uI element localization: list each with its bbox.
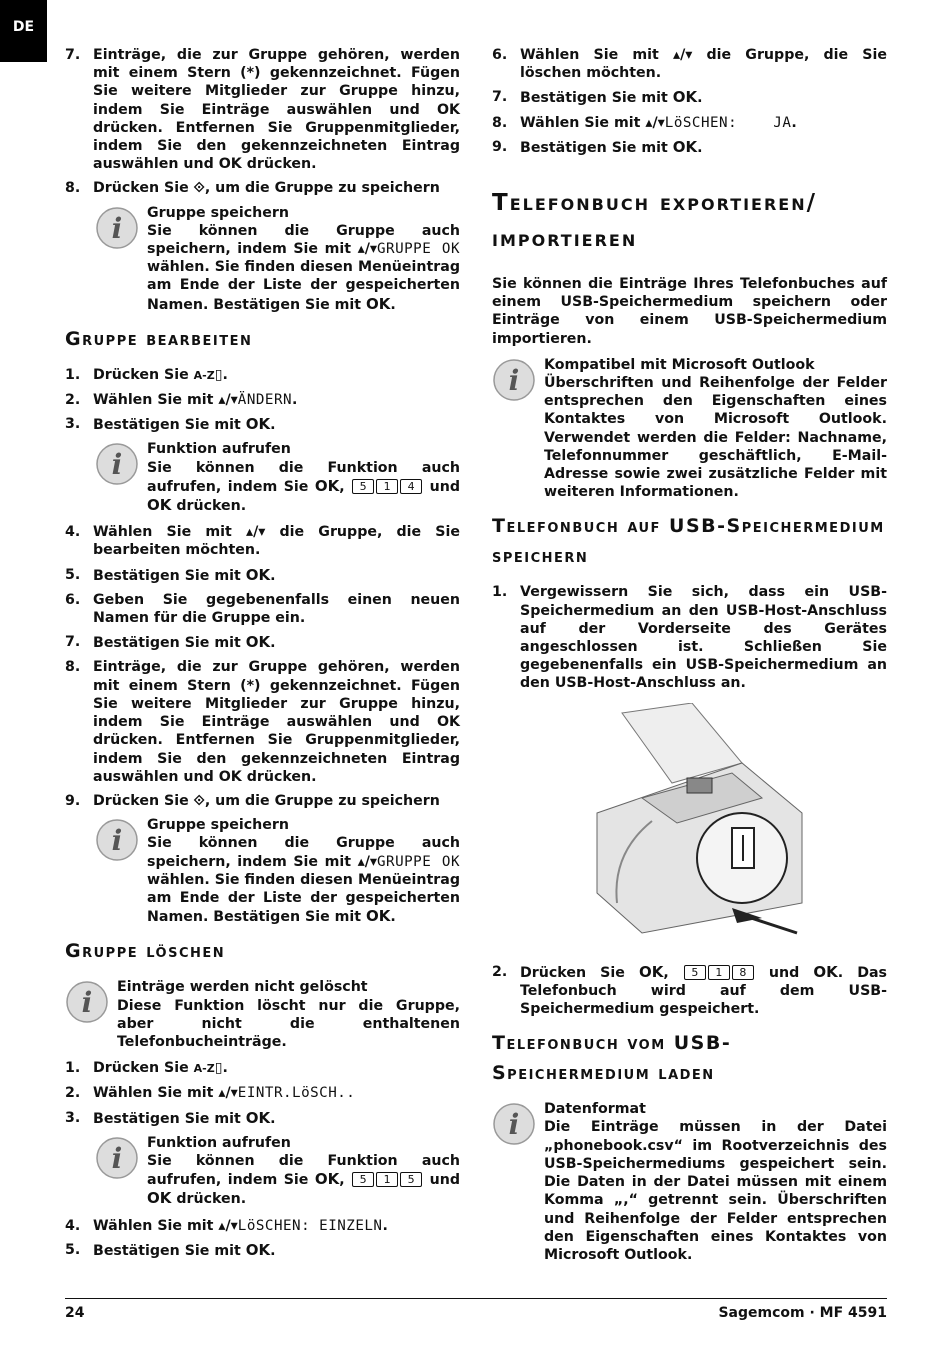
info-note: i Funktion aufrufen Sie können die Funktion auch aufrufen, indem Sie OK, 5 1 5 und OK drücken. bbox=[95, 1134, 460, 1209]
step-9: 9. Drücken Sie ⟐, um die Gruppe zu speichern bbox=[65, 792, 440, 809]
step-8: 8. Einträge, die zur Gruppe gehören, werden mit einem Stern (*) gekennzeichnet. Fügen Sie weitere Mitglieder zur Gruppe hinzu, indem Sie Einträge auswählen und OK drücken. Entfernen Sie Gruppenmitglieder, indem Sie den gekennzeichneten Eintrag auswählen und OK drücken. bbox=[65, 659, 460, 785]
page-number: 24 bbox=[65, 1305, 85, 1321]
step-5: 5. Bestätigen Sie mit OK. bbox=[65, 1240, 276, 1259]
intro-paragraph: Sie können die Einträge Ihres Telefonbuches auf einem USB-Speichermedium speichern oder Einträge von einem USB-Speichermedium importieren. bbox=[492, 276, 887, 347]
step-2: 2. Drücken Sie OK, 5 1 8 und OK. Das Telefonbuch wird auf dem USB-Speichermedium gespeichert. bbox=[492, 962, 888, 1018]
step-6: 6. Wählen Sie mit ▴/▾ die Gruppe, die Sie löschen möchten. bbox=[492, 47, 887, 82]
heading-gruppe-bearbeiten: Gruppe bearbeiten bbox=[65, 327, 253, 350]
step-8: 8. Wählen Sie mit ▴/▾LöSCHEN: JA. bbox=[492, 114, 797, 131]
step-1: 1. Drücken Sie A-Z▯. bbox=[65, 1060, 228, 1077]
footer-brand: Sagemcom · MF 4591 bbox=[718, 1305, 887, 1321]
info-note: i Datenformat Die Einträge müssen in der Datei „phonebook.csv“ im Rootverzeichnis des USB-Speichermediums gespeichert sein. Die Daten in der Datei müssen mit einem Komma „,“ getrennt sein. Überschriften und Reihenfolge der Felder entsprechen den Eigenschaften eines Kontaktes von Microsoft Outlook. bbox=[492, 1100, 887, 1264]
step-6: 6. Geben Sie gegebenenfalls einen neuen Namen für die Gruppe ein. bbox=[65, 591, 460, 627]
step-1: 1. Vergewissern Sie sich, dass ein USB-Speichermedium an den USB-Host-Anschluss auf der Vorderseite des Gerätes angeschlossen ist. Schließen Sie gegebenenfalls ein USB-Speichermedium an den USB-Host-Anschluss an. bbox=[492, 584, 887, 692]
step-2: 2. Wählen Sie mit ▴/▾EINTR.LöSCH.. bbox=[65, 1085, 356, 1102]
step-3: 3. Bestätigen Sie mit OK. bbox=[65, 1108, 276, 1127]
svg-text:i: i bbox=[111, 211, 123, 245]
right-column bbox=[492, 46, 887, 1272]
footer-rule bbox=[65, 1298, 887, 1299]
info-icon bbox=[95, 1134, 147, 1209]
left-column bbox=[65, 46, 460, 1266]
note-title: Gruppe speichern bbox=[147, 204, 289, 221]
svg-text:i: i bbox=[508, 363, 520, 397]
book-icon: ▯ bbox=[214, 1060, 223, 1077]
step-2: 2. Wählen Sie mit ▴/▾ÄNDERN. bbox=[65, 392, 298, 409]
step-1: 1. Drücken Sie A-Z▯. bbox=[65, 366, 228, 383]
language-tab: DE bbox=[0, 0, 47, 62]
heading-usb-laden: Telefonbuch vom USB-Speichermedium laden bbox=[492, 1032, 732, 1085]
svg-text:i: i bbox=[508, 1108, 520, 1142]
svg-text:i: i bbox=[81, 986, 93, 1020]
info-note: i Gruppe speichern Sie können die Gruppe auch speichern, indem Sie mit ▴/▾GRUPPE OK wählen. Sie finden diesen Menüeintrag am Ende der Liste der gespeicherten Namen. Bestätigen Sie mit OK. bbox=[95, 204, 460, 314]
step-9: 9. Bestätigen Sie mit OK. bbox=[492, 137, 703, 156]
info-icon bbox=[492, 1100, 544, 1264]
info-icon bbox=[95, 816, 147, 926]
info-icon bbox=[95, 204, 147, 314]
step-4: 4. Wählen Sie mit ▴/▾LöSCHEN: EINZELN. bbox=[65, 1217, 388, 1234]
book-icon: ▯ bbox=[214, 366, 223, 383]
step-7: 7. Bestätigen Sie mit OK. bbox=[492, 88, 703, 107]
step-5: 5. Bestätigen Sie mit OK. bbox=[65, 565, 276, 584]
heading-usb-speichern: Telefonbuch auf USB-Speichermedium speichern bbox=[492, 515, 885, 568]
step-7: 7. Bestätigen Sie mit OK. bbox=[65, 633, 276, 652]
step-4: 4. Wählen Sie mit ▴/▾ die Gruppe, die Sie bearbeiten möchten. bbox=[65, 524, 460, 559]
step-3: 3. Bestätigen Sie mit OK. bbox=[65, 415, 276, 434]
info-note: i Gruppe speichern Sie können die Gruppe auch speichern, indem Sie mit ▴/▾GRUPPE OK wählen. Sie finden diesen Menüeintrag am Ende der Liste der gespeicherten Namen. Bestätigen Sie mit OK. bbox=[95, 816, 460, 926]
info-icon bbox=[65, 978, 117, 1051]
svg-text:i: i bbox=[111, 448, 123, 482]
device-usb-port-illustration bbox=[582, 703, 832, 943]
heading-telefonbuch-export-import: Telefonbuch exportieren/ importieren bbox=[492, 190, 818, 253]
svg-text:i: i bbox=[111, 824, 123, 858]
svg-text:i: i bbox=[111, 1141, 123, 1175]
heading-gruppe-loeschen: Gruppe löschen bbox=[65, 940, 226, 963]
info-note: i Kompatibel mit Microsoft Outlook Überschriften und Reihenfolge der Felder entsprechen den Eigenschaften eines Kontaktes von Microsoft Outlook. Verwendet werden die Felder: Nachname, Telefonnummer geschäftlich, E-Mail-Adresse sowie zwei zusätzliche Felder mit weiteren Informationen. bbox=[492, 356, 887, 502]
info-icon bbox=[95, 440, 147, 515]
start-key-icon: ⟐ bbox=[193, 792, 205, 809]
start-key-icon: ⟐ bbox=[193, 180, 205, 197]
info-note: i Funktion aufrufen Sie können die Funktion auch aufrufen, indem Sie OK, 5 1 4 und OK drücken. bbox=[95, 440, 460, 515]
info-icon bbox=[492, 356, 544, 502]
info-note: i Einträge werden nicht gelöscht Diese Funktion löscht nur die Gruppe, aber nicht die enthaltenen Telefonbucheinträge. bbox=[65, 978, 460, 1051]
step-7: 7. Einträge, die zur Gruppe gehören, werden mit einem Stern (*) gekennzeichnet. Fügen Sie weitere Mitglieder zur Gruppe hinzu, indem Sie Einträge auswählen und OK drücken. Entfernen Sie Gruppenmitglieder, indem Sie den gekennzeichneten Eintrag auswählen und OK drücken. bbox=[65, 47, 460, 173]
step-8: 8. Drücken Sie ⟐, um die Gruppe zu speichern bbox=[65, 180, 440, 197]
